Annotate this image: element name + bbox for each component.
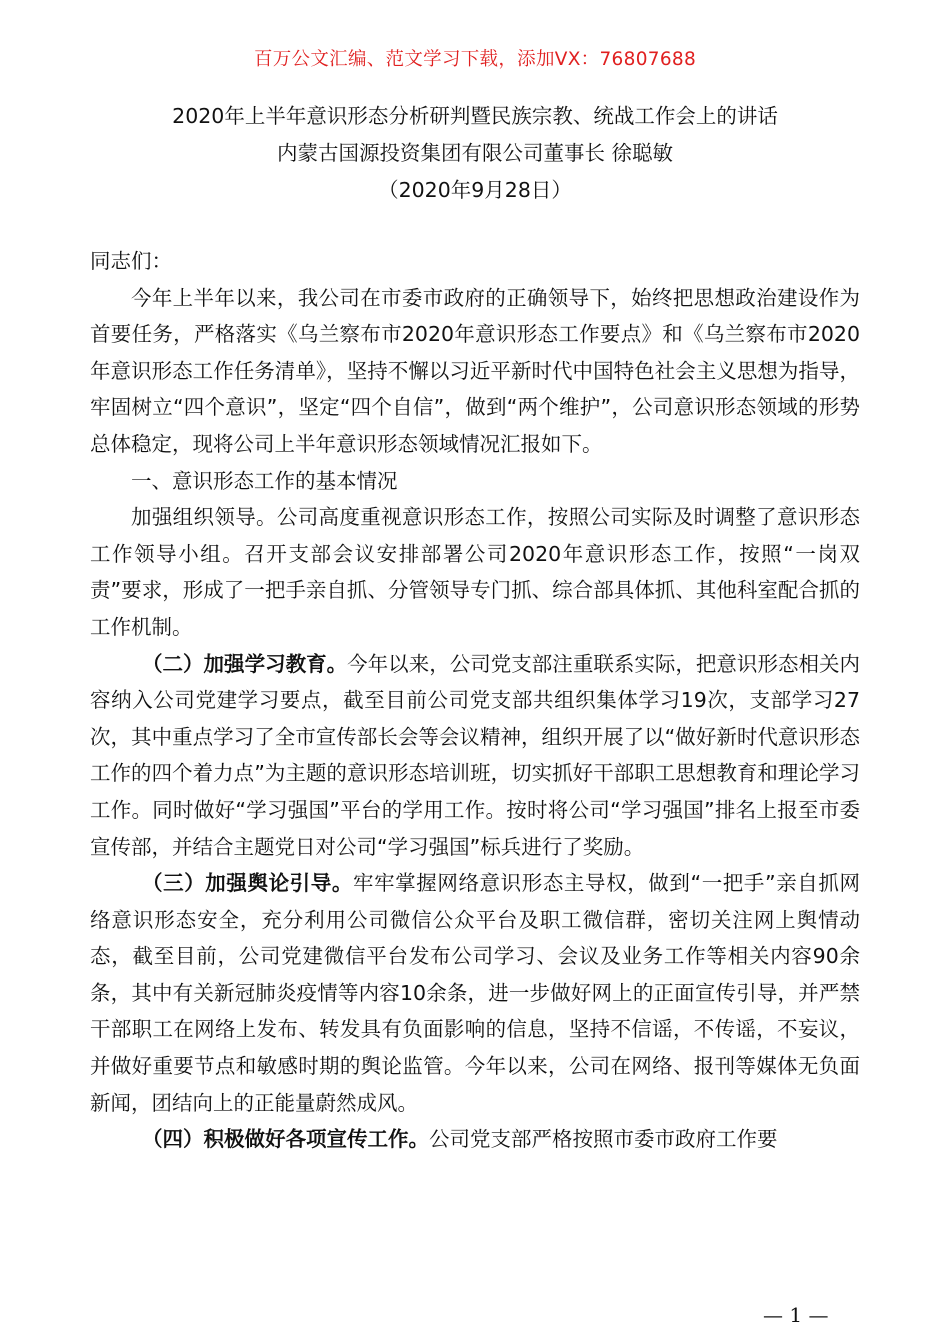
paragraph-text: 公司党支部严格按照市委市政府工作要 bbox=[429, 1127, 778, 1152]
paragraph-title: （三）加强舆论引导。 bbox=[142, 871, 353, 896]
paragraph-title: （四）积极做好各项宣传工作。 bbox=[142, 1127, 429, 1152]
document-header bbox=[0, 98, 950, 209]
paragraph-text: 牢牢掌握网络意识形态主导权，做到“一把手”亲自抓网络意识形态安全，充分利用公司微信公众平台及职工微信群，密切关注网上舆情动态，截至目前，公司党建微信平台发布公司学习、会议及业务工作等相关内容90余条，其中有关新冠肺炎疫情等内容10余条，进一步做好网上的正面宣传引导，并严禁干部职工在网络上发布、转发具有负面影响的信息，坚持不信谣，不传谣，不妄议，并做好重要节点和敏感时期的舆论监管。今年以来，公司在网络、报刊等媒体无负面新闻，团结向上的正能量蔚然成风。 bbox=[90, 871, 861, 1115]
paragraph-public-opinion bbox=[90, 865, 860, 1121]
paragraph-text: 今年以来，公司党支部注重联系实际，把意识形态相关内容纳入公司党建学习要点，截至目前公司党支部共组织集体学习19次，支部学习27次，其中重点学习了全市宣传部长会等会议精神，组织开展了以“做好新时代意识形态工作的四个着力点”为主题的意识形态培训班，切实抓好干部职工思想教育和理论学习工作。同时做好“学习强国”平台的学用工作。按时将公司“学习强国”排名上报至市委宣传部，并结合主题党日对公司“学习强国”标兵进行了奖励。 bbox=[90, 651, 861, 859]
salutation: 同志们： bbox=[90, 249, 172, 273]
paragraph-organization: 加强组织领导。公司高度重视意识形态工作，按照公司实际及时调整了意识形态工作领导小组。召开支部会议安排部署公司2020年意识形态工作，按照“一岗双责”要求，形成了一把手亲自抓、分管领导专门抓、综合部具体抓、其他科室配合抓的工作机制。 bbox=[90, 505, 860, 639]
document-body bbox=[90, 243, 860, 1158]
paragraph-title: （二）加强学习教育。 bbox=[142, 651, 348, 676]
speech-date: （2020年9月28日） bbox=[378, 178, 572, 202]
document-title: 2020年上半年意识形态分析研判暨民族宗教、统战工作会上的讲话 bbox=[172, 104, 778, 128]
paragraph-study-education bbox=[90, 646, 860, 866]
paragraph-publicity bbox=[90, 1121, 860, 1158]
intro-paragraph: 今年上半年以来，我公司在市委市政府的正确领导下，始终把思想政治建设作为首要任务，严格落实《乌兰察布市2020年意识形态工作要点》和《乌兰察布市2020年意识形态工作任务清单》，坚持不懈以习近平新时代中国特色社会主义思想为指导，牢固树立“四个意识”，坚定“四个自信”，做到“两个维护”，公司意识形态领域的形势总体稳定，现将公司上半年意识形态领域情况汇报如下。 bbox=[90, 285, 860, 456]
page-number: — 1 — bbox=[763, 1303, 829, 1327]
promo-banner: 百万公文汇编、范文学习下载，添加VX：76807688 bbox=[253, 49, 697, 70]
speaker-line: 内蒙古国源投资集团有限公司董事长 徐聪敏 bbox=[276, 141, 673, 165]
section-heading: 一、意识形态工作的基本情况 bbox=[131, 468, 398, 493]
